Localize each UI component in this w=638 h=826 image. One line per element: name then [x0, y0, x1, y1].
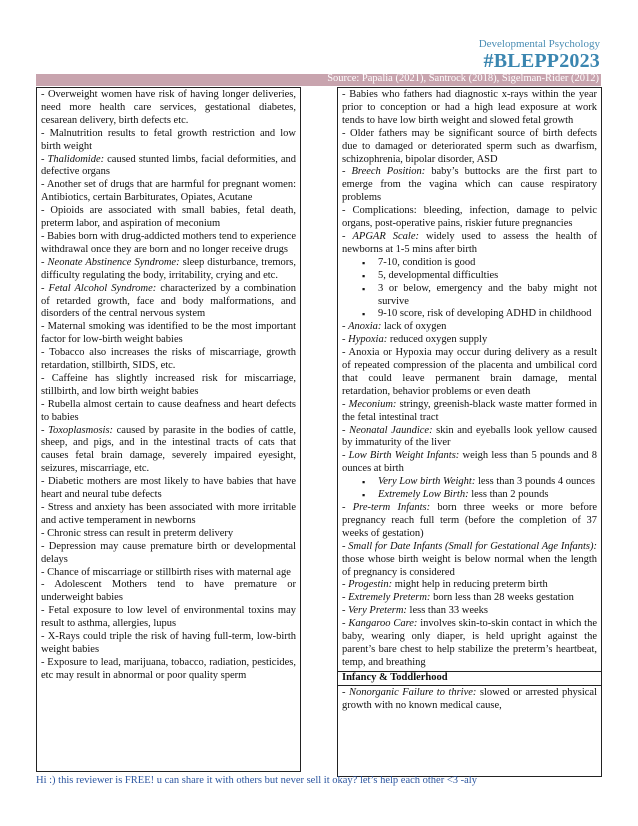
note-paragraph: - Kangaroo Care: involves skin-to-skin contact in which the baby, wearing only diaper, is held upright against the parent’s bare chest to help stabilize the preterm’s heartbeat, temp, and breathing: [342, 618, 597, 668]
note-paragraph: - Breech Position: baby’s buttocks are the first part to emerge from the vagina which can cause respiratory problems: [342, 166, 598, 204]
note-paragraph: - Opioids are associated with small babies, fetal death, preterm labor, and aspiration of meconium: [41, 205, 296, 230]
note-paragraph: - Nonorganic Failure to thrive: slowed or arrested physical growth with no known medical cause,: [342, 686, 598, 711]
note-paragraph: - Low Birth Weight Infants: weigh less than 5 pounds and 8 ounces at birth: [342, 450, 597, 475]
term: Fetal Alcohol Syndrome:: [48, 282, 157, 294]
note-paragraph: - Stress and anxiety has been associated with more irritable and active temperament in newborns: [41, 502, 296, 526]
note-paragraph: - Neonate Abstinence Syndrome: sleep disturbance, tremors, difficulty regulating the body, irritability, crying and etc.: [41, 256, 297, 281]
note-paragraph: - Adolescent Mothers tend to have premature or underweight babies: [41, 579, 296, 604]
note-paragraph: - Extremely Preterm: born less than 28 weeks gestation: [342, 592, 574, 604]
note-paragraph: - Chronic stress can result in preterm delivery: [41, 527, 234, 539]
note-paragraph: - X-Rays could triple the risk of having full-term, low-birth weight babies: [41, 631, 296, 655]
note-paragraph: - Fetal exposure to low level of environmental toxins may result to asthma, allergies, lupus: [41, 605, 296, 630]
lbw-bullet: ▪ Extremely Low Birth: less than 2 pounds: [342, 489, 597, 502]
note-paragraph: - Anoxia: lack of oxygen: [342, 321, 447, 333]
term: Thalidomide:: [47, 153, 105, 165]
apgar-bullet: ▪ 3 or below, emergency and the baby might not survive: [342, 283, 597, 309]
note-paragraph: - Babies born with drug-addicted mothers tend to experience withdrawal once they are born and no longer receive drugs: [41, 230, 296, 255]
note-paragraph: - Overweight women have risk of having longer deliveries, need more health care services, gestational diabetes, cesarean delivery, birth defects etc.: [41, 89, 296, 126]
note-paragraph: - Toxoplasmosis: caused by parasite in the bodies of cattle, sheep, and pigs, and in the intestinal tracts of cats that causes fetal brain damage, severely impaired eyesight, seizures, miscarriage, etc.: [41, 424, 296, 475]
note-paragraph: - Small for Date Infants (Small for Gestational Age Infants): those whose birth weight is below normal when the length of pregnancy is considered: [342, 540, 598, 578]
apgar-bullet: ▪ 7-10, condition is good: [342, 257, 597, 270]
term: Extremely Preterm:: [348, 592, 431, 604]
note-paragraph: - Anoxia or Hypoxia may occur during delivery as a result of repeated compression of the placenta and umbilical cord that could leave permanent brain damage, mental retardation, behavior problems or even death: [342, 347, 597, 397]
apgar-bullet: ▪ 9-10 score, risk of developing ADHD in childhood: [342, 308, 597, 321]
note-paragraph: - Babies who fathers had diagnostic x-rays within the year prior to conception or had a high lead exposure at work tends to have low birth weight and slowed fetal growth: [342, 89, 597, 126]
note-paragraph: - Another set of drugs that are harmful for pregnant women: Antibiotics, certain Barbiturates, Opiates, Acutane: [41, 179, 296, 204]
left-column: [36, 87, 301, 772]
note-paragraph: - Maternal smoking was identified to be the most important factor for low-birth weight babies: [41, 321, 296, 346]
term: Very Preterm:: [348, 605, 407, 617]
term: Pre-term Infants:: [352, 502, 431, 513]
source-bar: [36, 74, 601, 86]
note-paragraph: - Pre-term Infants: born three weeks or more before pregnancy reach full term (before the completion of 37 weeks of gestation): [342, 502, 597, 539]
section-heading: Infancy & Toddlerhood: [338, 671, 601, 686]
note-paragraph: - Malnutrition results to fetal growth restriction and low birth weight: [41, 127, 296, 152]
note-paragraph: - Chance of miscarriage or stillbirth rises with maternal age: [41, 566, 291, 578]
lbw-bullet: ▪ Very Low birth Weight: less than 3 pounds 4 ounces: [342, 476, 597, 489]
note-paragraph: - Tobacco also increases the risks of miscarriage, growth retardation, stillbirth, SIDS, etc.: [41, 347, 296, 372]
note-paragraph: - Hypoxia: reduced oxygen supply: [342, 334, 488, 346]
note-paragraph: - Rubella almost certain to cause deafness and heart defects to babies: [41, 398, 296, 423]
note-paragraph: - Fetal Alcohol Syndrome: characterized by a combination of retarded growth, face and body malformations, and disorders of the central nervous system: [41, 282, 297, 320]
note-paragraph: - APGAR Scale: widely used to assess the health of newborns at 1-5 mins after birth: [342, 230, 597, 255]
right-column: [337, 87, 602, 777]
note-paragraph: - Older fathers may be significant source of birth defects due to damaged or deteriorated sperm such as dwarfism, schizophrenia, bipolar disorder, ASD: [342, 127, 597, 165]
note-paragraph: - Caffeine has slightly increased risk for miscarriage, stillbirth, and low birth weight babies: [41, 372, 296, 397]
note-paragraph: - Depression may cause premature birth or developmental delays: [41, 540, 296, 565]
note-paragraph: - Thalidomide: caused stunted limbs, facial deformities, and defective organs: [41, 153, 296, 178]
term: Progestin:: [348, 579, 393, 591]
term: Breech Position:: [351, 166, 426, 178]
term: Nonorganic Failure to thrive:: [348, 686, 477, 698]
term: Meconium:: [348, 398, 397, 410]
footer-note: Hi :) this reviewer is FREE! u can share it with others but never sell it okay? let’s help each other <3 -aly: [36, 775, 477, 786]
note-paragraph: - Complications: bleeding, infection, damage to pelvic organs, post-operative pains, riskier future pregnancies: [342, 205, 597, 230]
note-paragraph: - Diabetic mothers are most likely to have babies that have heart and neural tube defects: [41, 476, 296, 501]
term: Hypoxia:: [348, 334, 388, 346]
note-paragraph: - Progestin: might help in reducing preterm birth: [342, 579, 548, 591]
term: Small for Date Infants (Small for Gestational Age Infants):: [348, 540, 598, 552]
note-paragraph: - Very Preterm: less than 33 weeks: [342, 605, 488, 617]
note-paragraph: - Neonatal Jaundice: skin and eyeballs look yellow caused by immaturity of the liver: [342, 424, 597, 449]
term: Neonatal Jaundice:: [349, 424, 433, 436]
term: Low Birth Weight Infants:: [348, 450, 460, 462]
term: Kangaroo Care:: [348, 618, 418, 630]
term: Toxoplasmosis:: [48, 424, 114, 436]
term: Anoxia:: [348, 321, 382, 333]
term: Neonate Abstinence Syndrome:: [47, 256, 180, 268]
source-text: Source: Papalia (2021), Santrock (2018), Sigelman-Rider (2012): [327, 73, 599, 84]
subject-title: Developmental Psychology: [478, 38, 600, 50]
hashtag-title: #BLEPP2023: [483, 50, 600, 72]
note-paragraph: - Meconium: stringy, greenish-black waste matter formed in the fetal intestinal tract: [342, 398, 597, 423]
note-paragraph: - Exposure to lead, marijuana, tobacco, radiation, pesticides, etc may result in abnormal or poor quality sperm: [41, 656, 296, 681]
term: APGAR Scale:: [352, 230, 420, 242]
apgar-bullet: ▪ 5, developmental difficulties: [342, 270, 597, 283]
